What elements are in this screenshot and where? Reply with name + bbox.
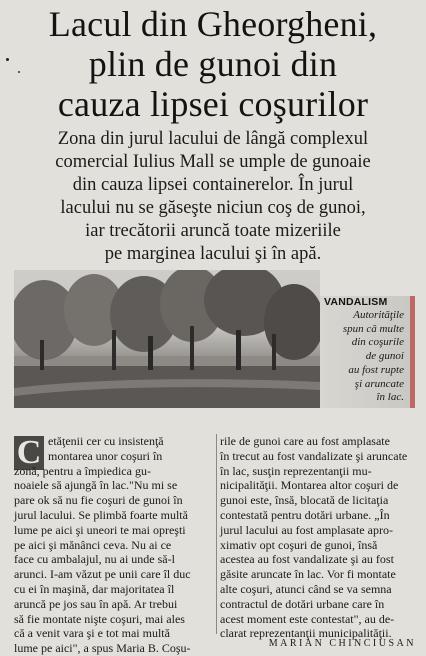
- lead-line: comercial Iulius Mall se umple de gunoaie: [55, 152, 371, 172]
- body-line: montarea unor coşuri în: [48, 448, 163, 463]
- lead-paragraph: [0, 128, 426, 266]
- lead-line: iar trecătorii aruncă toate mizeriile: [85, 221, 341, 241]
- body-line: arunci. I-am văzut pe unii care îl duc: [14, 567, 191, 582]
- body-line: jurul lacului. Se plimbă foarte multă: [14, 507, 188, 522]
- caption-title: VANDALISM: [324, 296, 388, 308]
- body-line: noaiele să ajungă în lac."Nu mi se: [14, 478, 178, 493]
- headline-line: cauza lipsei coşurilor: [57, 84, 369, 124]
- body-line: contractul de dotări urbane care în: [220, 596, 385, 611]
- caption-line: Autorităţile: [353, 309, 404, 321]
- body-line: pe aici şi mănânci ceva. Nu ai ce: [14, 537, 172, 552]
- lake-photo: [14, 270, 320, 408]
- column-divider: [216, 434, 217, 634]
- body-column-1: [14, 434, 210, 656]
- body-line: pare ok să nu fie coşuri de gunoi în: [14, 493, 183, 508]
- author-byline: MARIAN CHINCIUSAN: [268, 638, 416, 649]
- body-line: alte coşuri, atunci când se va semna: [220, 581, 392, 596]
- headline: [0, 4, 426, 124]
- body-line: să fie montate nişte coşuri, mai ales: [14, 611, 185, 626]
- body-line: rile de gunoi care au fost amplasate: [220, 434, 390, 448]
- caption-line: şi aruncate: [354, 377, 404, 390]
- caption-line: în lac.: [376, 391, 404, 404]
- body-line: în lac, susţin reprezentanţii mu-: [220, 463, 372, 478]
- body-line: face cu ambalajul, nu ai unde să-l: [14, 552, 175, 567]
- lead-line: Zona din jurul lacului de lângă complexul: [57, 129, 369, 149]
- body-line: lume pe aici", a spus Maria B. Coşu-: [14, 641, 191, 656]
- headline-line: Lacul din Gheorgheni,: [48, 4, 378, 44]
- body-line: gunoi este, însă, blocată de licitaţia: [220, 493, 389, 508]
- body-line: cu ei în maşină, dar majoritatea îl: [14, 581, 175, 596]
- lead-line: lacului nu se găseşte niciun coş de gunoi,: [60, 198, 366, 218]
- body-line: că a venit vara şi e tot mai multă: [14, 626, 170, 641]
- caption-line: au fost rupte: [348, 363, 404, 376]
- caption-line: din coşurile: [351, 336, 404, 349]
- body-line: lume pe aici şi uneori te mai opreşti: [14, 522, 186, 537]
- print-speck: [6, 58, 9, 61]
- body-line: nicipalităţii. Montarea altor coşuri de: [220, 478, 399, 493]
- drop-cap: C: [14, 436, 44, 470]
- body-line: zonă, pentru a împiedica gu-: [14, 463, 151, 478]
- headline-line: plin de gunoi din: [88, 44, 338, 84]
- body-line: aruncă pe jos sau în apă. Ar trebui: [14, 596, 178, 611]
- body-line: jurul lacului au fost amplasate apro-: [220, 522, 393, 537]
- body-line: ximativ opt coşuri de gunoi, însă: [220, 537, 378, 552]
- caption-accent: [410, 296, 415, 408]
- body-line: contestată pentru dotări urbane. „În: [220, 507, 390, 522]
- lead-line: din cauza lipsei containerelor. În jurul: [72, 175, 354, 195]
- photo-caption: [320, 309, 404, 405]
- body-column-2: [220, 434, 418, 641]
- lead-line: pe marginea lacului şi în apă.: [104, 244, 322, 264]
- body-line: etăţenii cer cu insistenţă: [48, 434, 164, 448]
- print-speck: [18, 71, 20, 73]
- body-line: în trecut au fost vandalizate şi aruncate: [220, 448, 408, 463]
- body-line: găsite aruncate în lac. Vor fi montate: [220, 567, 396, 582]
- body-line: acest moment este contestat", au de-: [220, 611, 395, 626]
- caption-line: spun că multe: [342, 322, 404, 335]
- body-line: clarat reprezentanţii municipalităţii.: [220, 626, 392, 641]
- body-line: acestea au fost vandalizate şi au fost: [220, 552, 394, 567]
- caption-line: de gunoi: [365, 350, 404, 363]
